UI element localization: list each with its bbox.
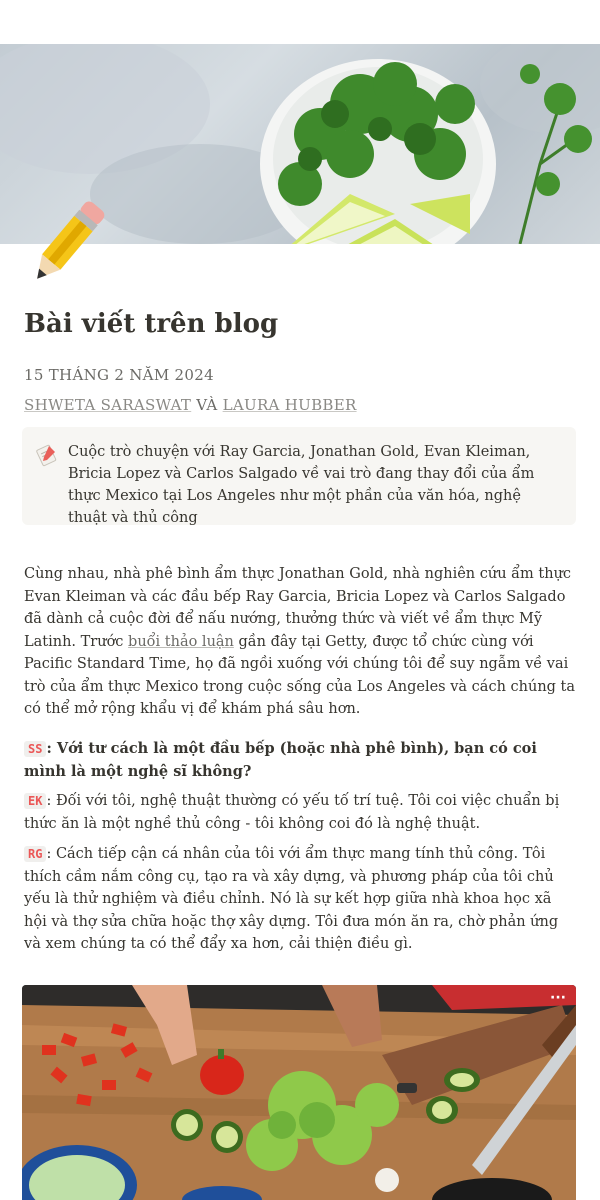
speaker-tag-ss: SS: [24, 741, 46, 757]
post-date: 15 THÁNG 2 NĂM 2024: [24, 366, 214, 384]
intro-text-end: gần đây tại Getty, được tổ chức cùng với Pacific Standard Time, họ đã ngồi xuống với chúng tôi để suy ngẫm về vai trò của ẩm thực Mexico trong cuộc sống của Los Angeles và cách chúng ta có thể mở rộng khẩu vị để khám phá sâu hơn.: [24, 633, 576, 717]
author-link-laura[interactable]: LAURA HUBBER: [222, 396, 357, 414]
qa-question: [24, 738, 576, 783]
intro-text-start: Cùng nhau, nhà phê bình ẩm thực Jonathan Gold, nhà nghiên cứu ẩm thực Evan Kleiman và các đầu bếp Ray Garcia, Bricia Lopez và Carlos Salgado đã dành cả cuộc đời để nấu nướng, thưởng thức và viết về ẩm thực Mỹ Latinh. Trước: [24, 566, 572, 650]
qa-text: : Cách tiếp cận cá nhân của tôi với ẩm thực mang tính thủ công. Tôi thích cầm nắm công cụ, tạo ra và xây dựng, và phương pháp của tôi chủ yếu là thử nghiệm và điều chỉnh. Nó là sự kết hợp giữa nhà khoa học xã hội và thợ sửa chữa hoặc thợ xây dựng. Tôi đưa món ăn ra, chờ phản ứng và xem chúng ta có thể đẩy xa hơn, cải thiện điều gì.: [24, 846, 559, 952]
summary-callout[interactable]: [22, 427, 576, 525]
memo-icon[interactable]: [34, 443, 58, 467]
discussion-link[interactable]: buổi thảo luận: [128, 633, 234, 650]
more-options-button[interactable]: ···: [550, 990, 566, 1006]
author-line: [24, 396, 357, 414]
callout-text: Cuộc trò chuyện với Ray Garcia, Jonathan Gold, Evan Kleiman, Bricia Lopez và Carlos Salgado về vai trò đang thay đổi của ẩm thực Mexico tại Los Angeles như một phần của văn hóa, nghệ thuật và thủ công: [68, 444, 535, 526]
cooking-photo[interactable]: [22, 985, 576, 1200]
speaker-tag-ek: EK: [24, 793, 46, 809]
qa-answer-rg: [24, 843, 576, 956]
qa-answer-ek: [24, 790, 576, 835]
intro-paragraph: [24, 563, 576, 721]
qa-text: : Với tư cách là một đầu bếp (hoặc nhà phê bình), bạn có coi mình là một nghệ sĩ không?: [24, 740, 537, 780]
speaker-tag-rg: RG: [24, 846, 46, 862]
page-title[interactable]: Bài viết trên blog: [24, 309, 279, 339]
author-link-shweta[interactable]: SHWETA SARASWAT: [24, 396, 192, 414]
pencil-icon[interactable]: [18, 192, 118, 292]
author-conjunction: VÀ: [196, 396, 218, 414]
qa-text: : Đối với tôi, nghệ thuật thường có yếu tố trí tuệ. Tôi coi việc chuẩn bị thức ăn là một nghề thủ công - tôi không coi đó là nghệ thuật.: [24, 793, 560, 832]
